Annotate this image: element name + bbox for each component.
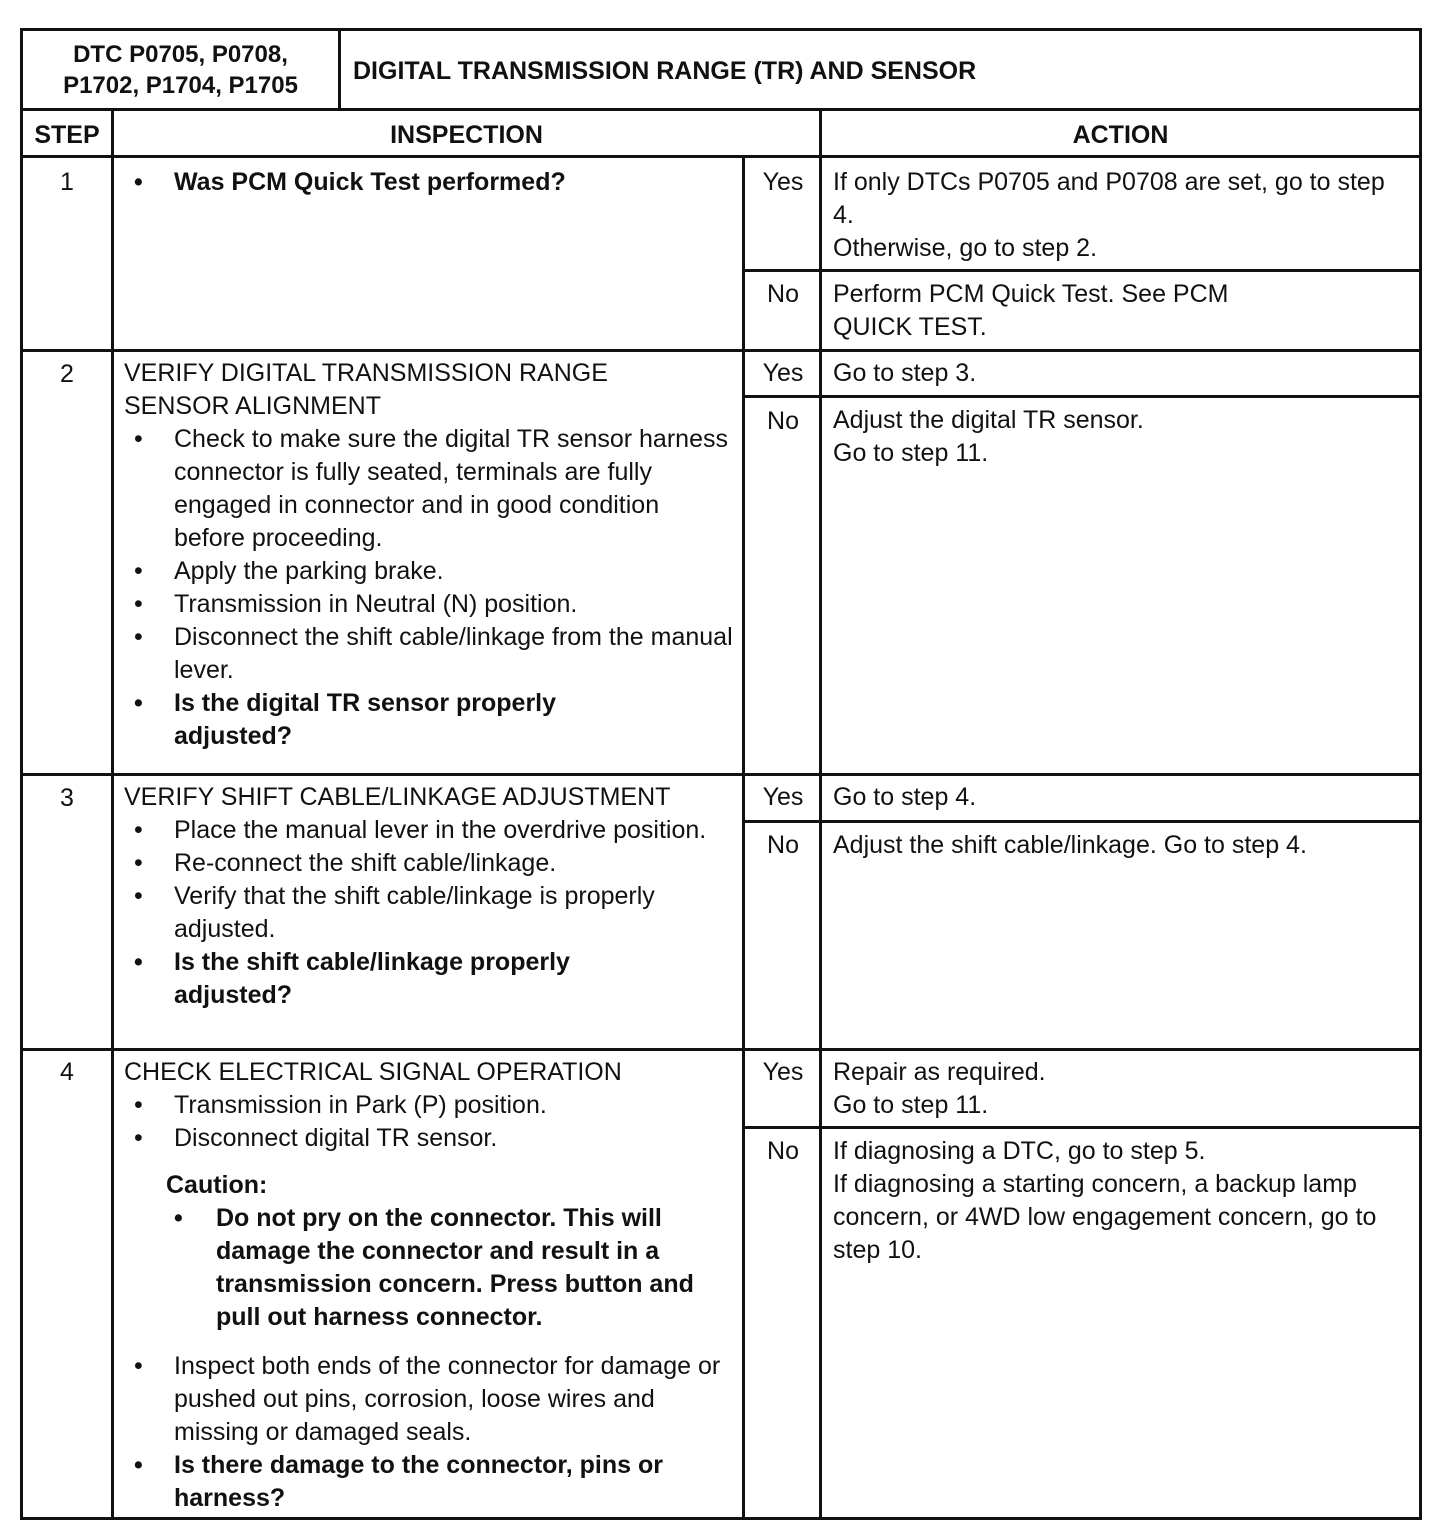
no-label: No (767, 1137, 799, 1165)
yes-label: Yes (762, 359, 804, 387)
inspection-bullet: • Inspect both ends of the connector for damage or pushed out pins, corrosion, loose wires and missing or damaged seals. (124, 1350, 734, 1449)
column-headers (23, 111, 1419, 158)
divider (111, 158, 114, 1520)
no-label: No (767, 407, 799, 435)
action-text: Repair as required. (833, 1058, 1046, 1086)
step-4-inspection (124, 1056, 734, 1515)
inspection-question: • Is the digital TR sensor properly adjusted? (124, 687, 654, 753)
step-2-yes-action (833, 357, 1408, 390)
inspection-bullet: • Place the manual lever in the overdrive position. (124, 814, 734, 847)
action-text: Adjust the shift cable/linkage. Go to step 4. (833, 831, 1307, 859)
caution-label: Caution: (166, 1171, 268, 1199)
step-heading: CHECK ELECTRICAL SIGNAL OPERATION (124, 1058, 622, 1086)
no-label: No (767, 280, 799, 308)
yes-label: Yes (762, 783, 804, 811)
diagnostic-table (20, 28, 1422, 1520)
inspection-bullet: • Verify that the shift cable/linkage is properly adjusted. (124, 880, 734, 946)
inspection-bullet: • Apply the parking brake. (124, 555, 734, 588)
step-1-inspection (124, 166, 734, 199)
caution-text: • Do not pry on the connector. This will damage the connector and result in a transmission concern. Press button and pull out harness connector. (124, 1202, 734, 1334)
step-3-inspection (124, 781, 734, 1012)
inspection-question: • Is the shift cable/linkage properly adjusted? (124, 946, 654, 1012)
inspection-bullet: • Re-connect the shift cable/linkage. (124, 847, 734, 880)
column-header-inspection: INSPECTION (390, 121, 543, 149)
yes-label: Yes (762, 1058, 804, 1086)
yes-label: Yes (762, 168, 804, 196)
step-number: 4 (60, 1058, 74, 1086)
inspection-bullet: • Disconnect the shift cable/linkage from the manual lever. (124, 621, 734, 687)
step-2-inspection (124, 357, 734, 753)
divider (111, 111, 114, 158)
action-text: Otherwise, go to step 2. (833, 234, 1098, 262)
step-number: 3 (60, 784, 74, 812)
action-text: Go to step 4. (833, 783, 977, 811)
action-text: If only DTCs P0705 and P0708 are set, go to step 4. (833, 168, 1385, 229)
no-label: No (767, 831, 799, 859)
inspection-bullet: • Transmission in Neutral (N) position. (124, 588, 734, 621)
divider (23, 349, 1419, 352)
action-text: Go to step 11. (833, 1091, 989, 1119)
inspection-bullet: • Transmission in Park (P) position. (124, 1089, 734, 1122)
action-text: Adjust the digital TR sensor. (833, 406, 1144, 434)
step-number: 1 (60, 168, 74, 196)
action-text: Go to step 3. (833, 359, 977, 387)
inspection-bullet: • Check to make sure the digital TR sensor harness connector is fully seated, terminals are fully engaged in connector and in good condition before proceeding. (124, 423, 734, 555)
column-header-step: STEP (34, 121, 100, 149)
step-heading: VERIFY DIGITAL TRANSMISSION RANGE SENSOR ALIGNMENT (124, 359, 608, 420)
inspection-question: • Is there damage to the connector, pins or harness? (124, 1449, 714, 1515)
action-text: If diagnosing a DTC, go to step 5. (833, 1137, 1206, 1165)
step-3-no-action (833, 829, 1408, 862)
action-text: If diagnosing a starting concern, a backup lamp concern, or 4WD low engagement concern, go to step 10. (833, 1170, 1377, 1264)
divider (742, 395, 1419, 398)
step-1-yes-action (833, 166, 1408, 265)
dtc-codes-line2: P1702, P1704, P1705 (63, 72, 298, 99)
divider (819, 111, 822, 158)
action-text: Go to step 11. (833, 439, 989, 467)
table-header (23, 31, 1419, 111)
divider (23, 773, 1419, 776)
inspection-question: • Was PCM Quick Test performed? (124, 166, 734, 199)
step-4-yes-action (833, 1056, 1408, 1122)
inspection-bullet: • Disconnect digital TR sensor. (124, 1122, 734, 1155)
step-2-no-action (833, 404, 1408, 470)
spacer (124, 1334, 734, 1350)
divider (742, 1126, 1419, 1129)
action-text: Perform PCM Quick Test. See PCM QUICK TEST. (833, 280, 1229, 341)
step-heading: VERIFY SHIFT CABLE/LINKAGE ADJUSTMENT (124, 783, 671, 811)
step-1-no-action (833, 278, 1303, 344)
divider (742, 269, 1419, 272)
step-4-no-action (833, 1135, 1413, 1267)
divider (23, 1048, 1419, 1051)
page-title: DIGITAL TRANSMISSION RANGE (TR) AND SENSOR (353, 57, 977, 85)
dtc-codes-line1: DTC P0705, P0708, (73, 41, 288, 68)
divider (742, 820, 1419, 823)
dtc-codes (23, 31, 341, 108)
column-header-action: ACTION (1072, 121, 1169, 149)
step-number: 2 (60, 360, 74, 388)
step-3-yes-action (833, 781, 1408, 814)
